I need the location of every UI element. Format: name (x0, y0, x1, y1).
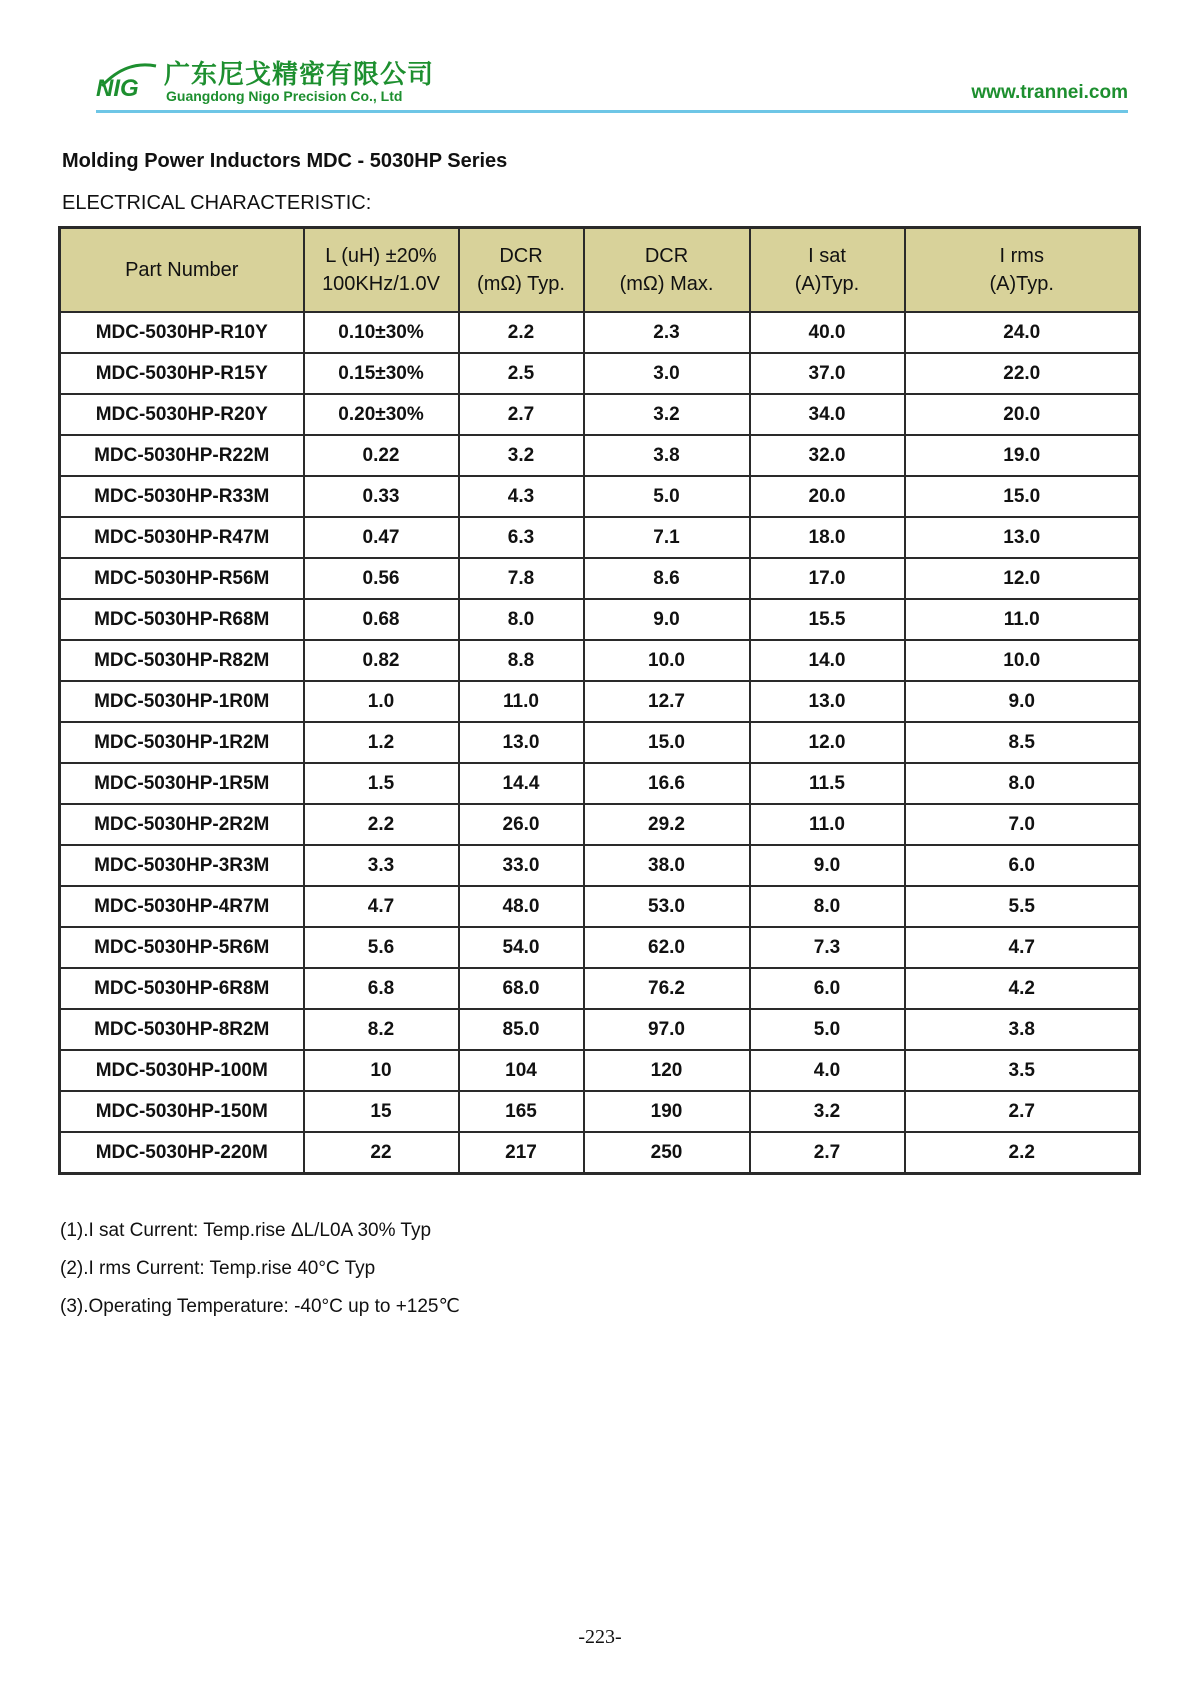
table-cell: MDC-5030HP-1R5M (60, 763, 304, 804)
table-cell: 19.0 (905, 435, 1140, 476)
table-cell: 2.5 (459, 353, 584, 394)
table-cell: 12.0 (905, 558, 1140, 599)
table-cell: 0.47 (304, 517, 459, 558)
table-cell: 190 (584, 1091, 750, 1132)
table-cell: 14.0 (750, 640, 905, 681)
table-cell: 4.0 (750, 1050, 905, 1091)
table-cell: 5.0 (584, 476, 750, 517)
table-cell: 32.0 (750, 435, 905, 476)
table-cell: 24.0 (905, 312, 1140, 353)
table-cell: 4.7 (304, 886, 459, 927)
column-header: L (uH) ±20% 100KHz/1.0V (304, 228, 459, 313)
table-cell: 0.22 (304, 435, 459, 476)
table-cell: 0.15±30% (304, 353, 459, 394)
table-cell: 76.2 (584, 968, 750, 1009)
table-cell: 10.0 (584, 640, 750, 681)
table-cell: 5.0 (750, 1009, 905, 1050)
table-cell: 53.0 (584, 886, 750, 927)
table-cell: 22.0 (905, 353, 1140, 394)
electrical-characteristics-table (58, 226, 1141, 1175)
table-cell: 17.0 (750, 558, 905, 599)
table-cell: 7.1 (584, 517, 750, 558)
table-cell: 11.0 (459, 681, 584, 722)
table-row (60, 763, 1140, 804)
table-cell: 2.2 (304, 804, 459, 845)
table-cell: MDC-5030HP-100M (60, 1050, 304, 1091)
column-header: Part Number (60, 228, 304, 313)
table-row (60, 599, 1140, 640)
table-row (60, 640, 1140, 681)
column-header: DCR (mΩ) Max. (584, 228, 750, 313)
table-cell: 13.0 (905, 517, 1140, 558)
column-header: I rms (A)Typ. (905, 228, 1140, 313)
table-cell: MDC-5030HP-R15Y (60, 353, 304, 394)
nigo-logo-icon (96, 56, 160, 104)
page-number: -223- (578, 1626, 622, 1648)
table-row (60, 722, 1140, 763)
table-cell: 26.0 (459, 804, 584, 845)
table-cell: 4.7 (905, 927, 1140, 968)
table-cell: 22 (304, 1132, 459, 1174)
table-cell: 1.0 (304, 681, 459, 722)
table-row (60, 927, 1140, 968)
table-cell: 3.2 (750, 1091, 905, 1132)
note-isat: (1).I sat Current: Temp.rise ΔL/L0A 30% Typ (60, 1220, 432, 1241)
table-cell: 3.2 (459, 435, 584, 476)
table-cell: 7.0 (905, 804, 1140, 845)
table-row (60, 804, 1140, 845)
table-cell: 6.8 (304, 968, 459, 1009)
table-cell: 4.3 (459, 476, 584, 517)
table-cell: 11.5 (750, 763, 905, 804)
table-cell: 16.6 (584, 763, 750, 804)
logo-text: NIG (96, 75, 139, 102)
table-cell: MDC-5030HP-R33M (60, 476, 304, 517)
table-cell: 0.33 (304, 476, 459, 517)
table-cell: MDC-5030HP-8R2M (60, 1009, 304, 1050)
table-cell: 250 (584, 1132, 750, 1174)
table-cell: 8.2 (304, 1009, 459, 1050)
table-header-row (60, 228, 1140, 313)
table-cell: 97.0 (584, 1009, 750, 1050)
company-name-chinese: 广东尼戈精密有限公司 (164, 60, 435, 90)
table-row (60, 558, 1140, 599)
table-cell: MDC-5030HP-R47M (60, 517, 304, 558)
table-cell: 18.0 (750, 517, 905, 558)
table-cell: 3.8 (584, 435, 750, 476)
notes-section (60, 1212, 460, 1326)
table-cell: 5.5 (905, 886, 1140, 927)
table-row (60, 968, 1140, 1009)
table-cell: 3.2 (584, 394, 750, 435)
table-cell: MDC-5030HP-R20Y (60, 394, 304, 435)
table-row (60, 394, 1140, 435)
section-title: ELECTRICAL CHARACTERISTIC: (62, 192, 372, 214)
table-cell: 6.0 (905, 845, 1140, 886)
table-row (60, 681, 1140, 722)
table-cell: 0.82 (304, 640, 459, 681)
table-cell: 4.2 (905, 968, 1140, 1009)
table-row (60, 517, 1140, 558)
table-row (60, 435, 1140, 476)
table-cell: 6.3 (459, 517, 584, 558)
table-cell: 13.0 (459, 722, 584, 763)
table-cell: 7.3 (750, 927, 905, 968)
table-cell: 2.7 (905, 1091, 1140, 1132)
table-cell: 120 (584, 1050, 750, 1091)
table-cell: MDC-5030HP-R22M (60, 435, 304, 476)
table-row (60, 1091, 1140, 1132)
page-header (96, 50, 1128, 112)
table-cell: 15.0 (584, 722, 750, 763)
table-cell: 2.7 (750, 1132, 905, 1174)
table-cell: 15 (304, 1091, 459, 1132)
table-cell: MDC-5030HP-6R8M (60, 968, 304, 1009)
table-cell: 2.2 (905, 1132, 1140, 1174)
table-cell: 0.68 (304, 599, 459, 640)
table-cell: MDC-5030HP-150M (60, 1091, 304, 1132)
table-cell: 20.0 (750, 476, 905, 517)
table-cell: 12.0 (750, 722, 905, 763)
table-row (60, 476, 1140, 517)
table-cell: 217 (459, 1132, 584, 1174)
table-cell: 3.5 (905, 1050, 1140, 1091)
table-cell: 7.8 (459, 558, 584, 599)
table-cell: 11.0 (750, 804, 905, 845)
table-cell: 3.0 (584, 353, 750, 394)
table-cell: 6.0 (750, 968, 905, 1009)
table-cell: 48.0 (459, 886, 584, 927)
table-cell: 37.0 (750, 353, 905, 394)
table-cell: 8.0 (459, 599, 584, 640)
table-cell: 40.0 (750, 312, 905, 353)
table-cell: 2.7 (459, 394, 584, 435)
table-row (60, 845, 1140, 886)
table-cell: MDC-5030HP-1R0M (60, 681, 304, 722)
table-cell: 14.4 (459, 763, 584, 804)
table-cell: 1.5 (304, 763, 459, 804)
table-cell: 8.0 (905, 763, 1140, 804)
table-cell: 13.0 (750, 681, 905, 722)
table-cell: MDC-5030HP-3R3M (60, 845, 304, 886)
table-cell: 12.7 (584, 681, 750, 722)
table-cell: 9.0 (905, 681, 1140, 722)
document-title: Molding Power Inductors MDC - 5030HP Series (62, 150, 508, 172)
header-divider (96, 110, 1128, 113)
column-header: DCR (mΩ) Typ. (459, 228, 584, 313)
note-operating-temperature: (3).Operating Temperature: -40°C up to +125℃ (60, 1296, 460, 1317)
table-cell: 2.2 (459, 312, 584, 353)
table-cell: 3.3 (304, 845, 459, 886)
column-header: I sat (A)Typ. (750, 228, 905, 313)
table-cell: 10.0 (905, 640, 1140, 681)
table-cell: MDC-5030HP-R56M (60, 558, 304, 599)
table-row (60, 353, 1140, 394)
table-cell: 34.0 (750, 394, 905, 435)
table-row (60, 886, 1140, 927)
table-cell: MDC-5030HP-R82M (60, 640, 304, 681)
table-cell: 62.0 (584, 927, 750, 968)
table-cell: 8.5 (905, 722, 1140, 763)
table-cell: 9.0 (750, 845, 905, 886)
table-cell: 1.2 (304, 722, 459, 763)
table-cell: MDC-5030HP-5R6M (60, 927, 304, 968)
table-cell: 0.56 (304, 558, 459, 599)
table-cell: 0.10±30% (304, 312, 459, 353)
table-cell: MDC-5030HP-2R2M (60, 804, 304, 845)
table-cell: 2.3 (584, 312, 750, 353)
company-name-english: Guangdong Nigo Precision Co., Ltd (166, 88, 403, 104)
table-cell: MDC-5030HP-220M (60, 1132, 304, 1174)
table-body (60, 312, 1140, 1174)
table-cell: MDC-5030HP-R68M (60, 599, 304, 640)
table-cell: 165 (459, 1091, 584, 1132)
table-cell: 3.8 (905, 1009, 1140, 1050)
table-cell: 11.0 (905, 599, 1140, 640)
table-cell: 85.0 (459, 1009, 584, 1050)
table-cell: MDC-5030HP-1R2M (60, 722, 304, 763)
table-row (60, 1050, 1140, 1091)
table-cell: 8.6 (584, 558, 750, 599)
table-cell: MDC-5030HP-R10Y (60, 312, 304, 353)
table-cell: 5.6 (304, 927, 459, 968)
table-cell: 10 (304, 1050, 459, 1091)
table-row (60, 1132, 1140, 1174)
table-cell: MDC-5030HP-4R7M (60, 886, 304, 927)
table-cell: 54.0 (459, 927, 584, 968)
table-cell: 33.0 (459, 845, 584, 886)
table-cell: 38.0 (584, 845, 750, 886)
note-irms: (2).I rms Current: Temp.rise 40°C Typ (60, 1258, 376, 1279)
table-row (60, 312, 1140, 353)
table-cell: 29.2 (584, 804, 750, 845)
website-link[interactable]: www.trannei.com (971, 82, 1128, 103)
table-cell: 8.0 (750, 886, 905, 927)
table-cell: 104 (459, 1050, 584, 1091)
table-cell: 68.0 (459, 968, 584, 1009)
table-row (60, 1009, 1140, 1050)
table-cell: 15.0 (905, 476, 1140, 517)
table-cell: 15.5 (750, 599, 905, 640)
table-cell: 20.0 (905, 394, 1140, 435)
table-cell: 8.8 (459, 640, 584, 681)
table-cell: 9.0 (584, 599, 750, 640)
table-cell: 0.20±30% (304, 394, 459, 435)
